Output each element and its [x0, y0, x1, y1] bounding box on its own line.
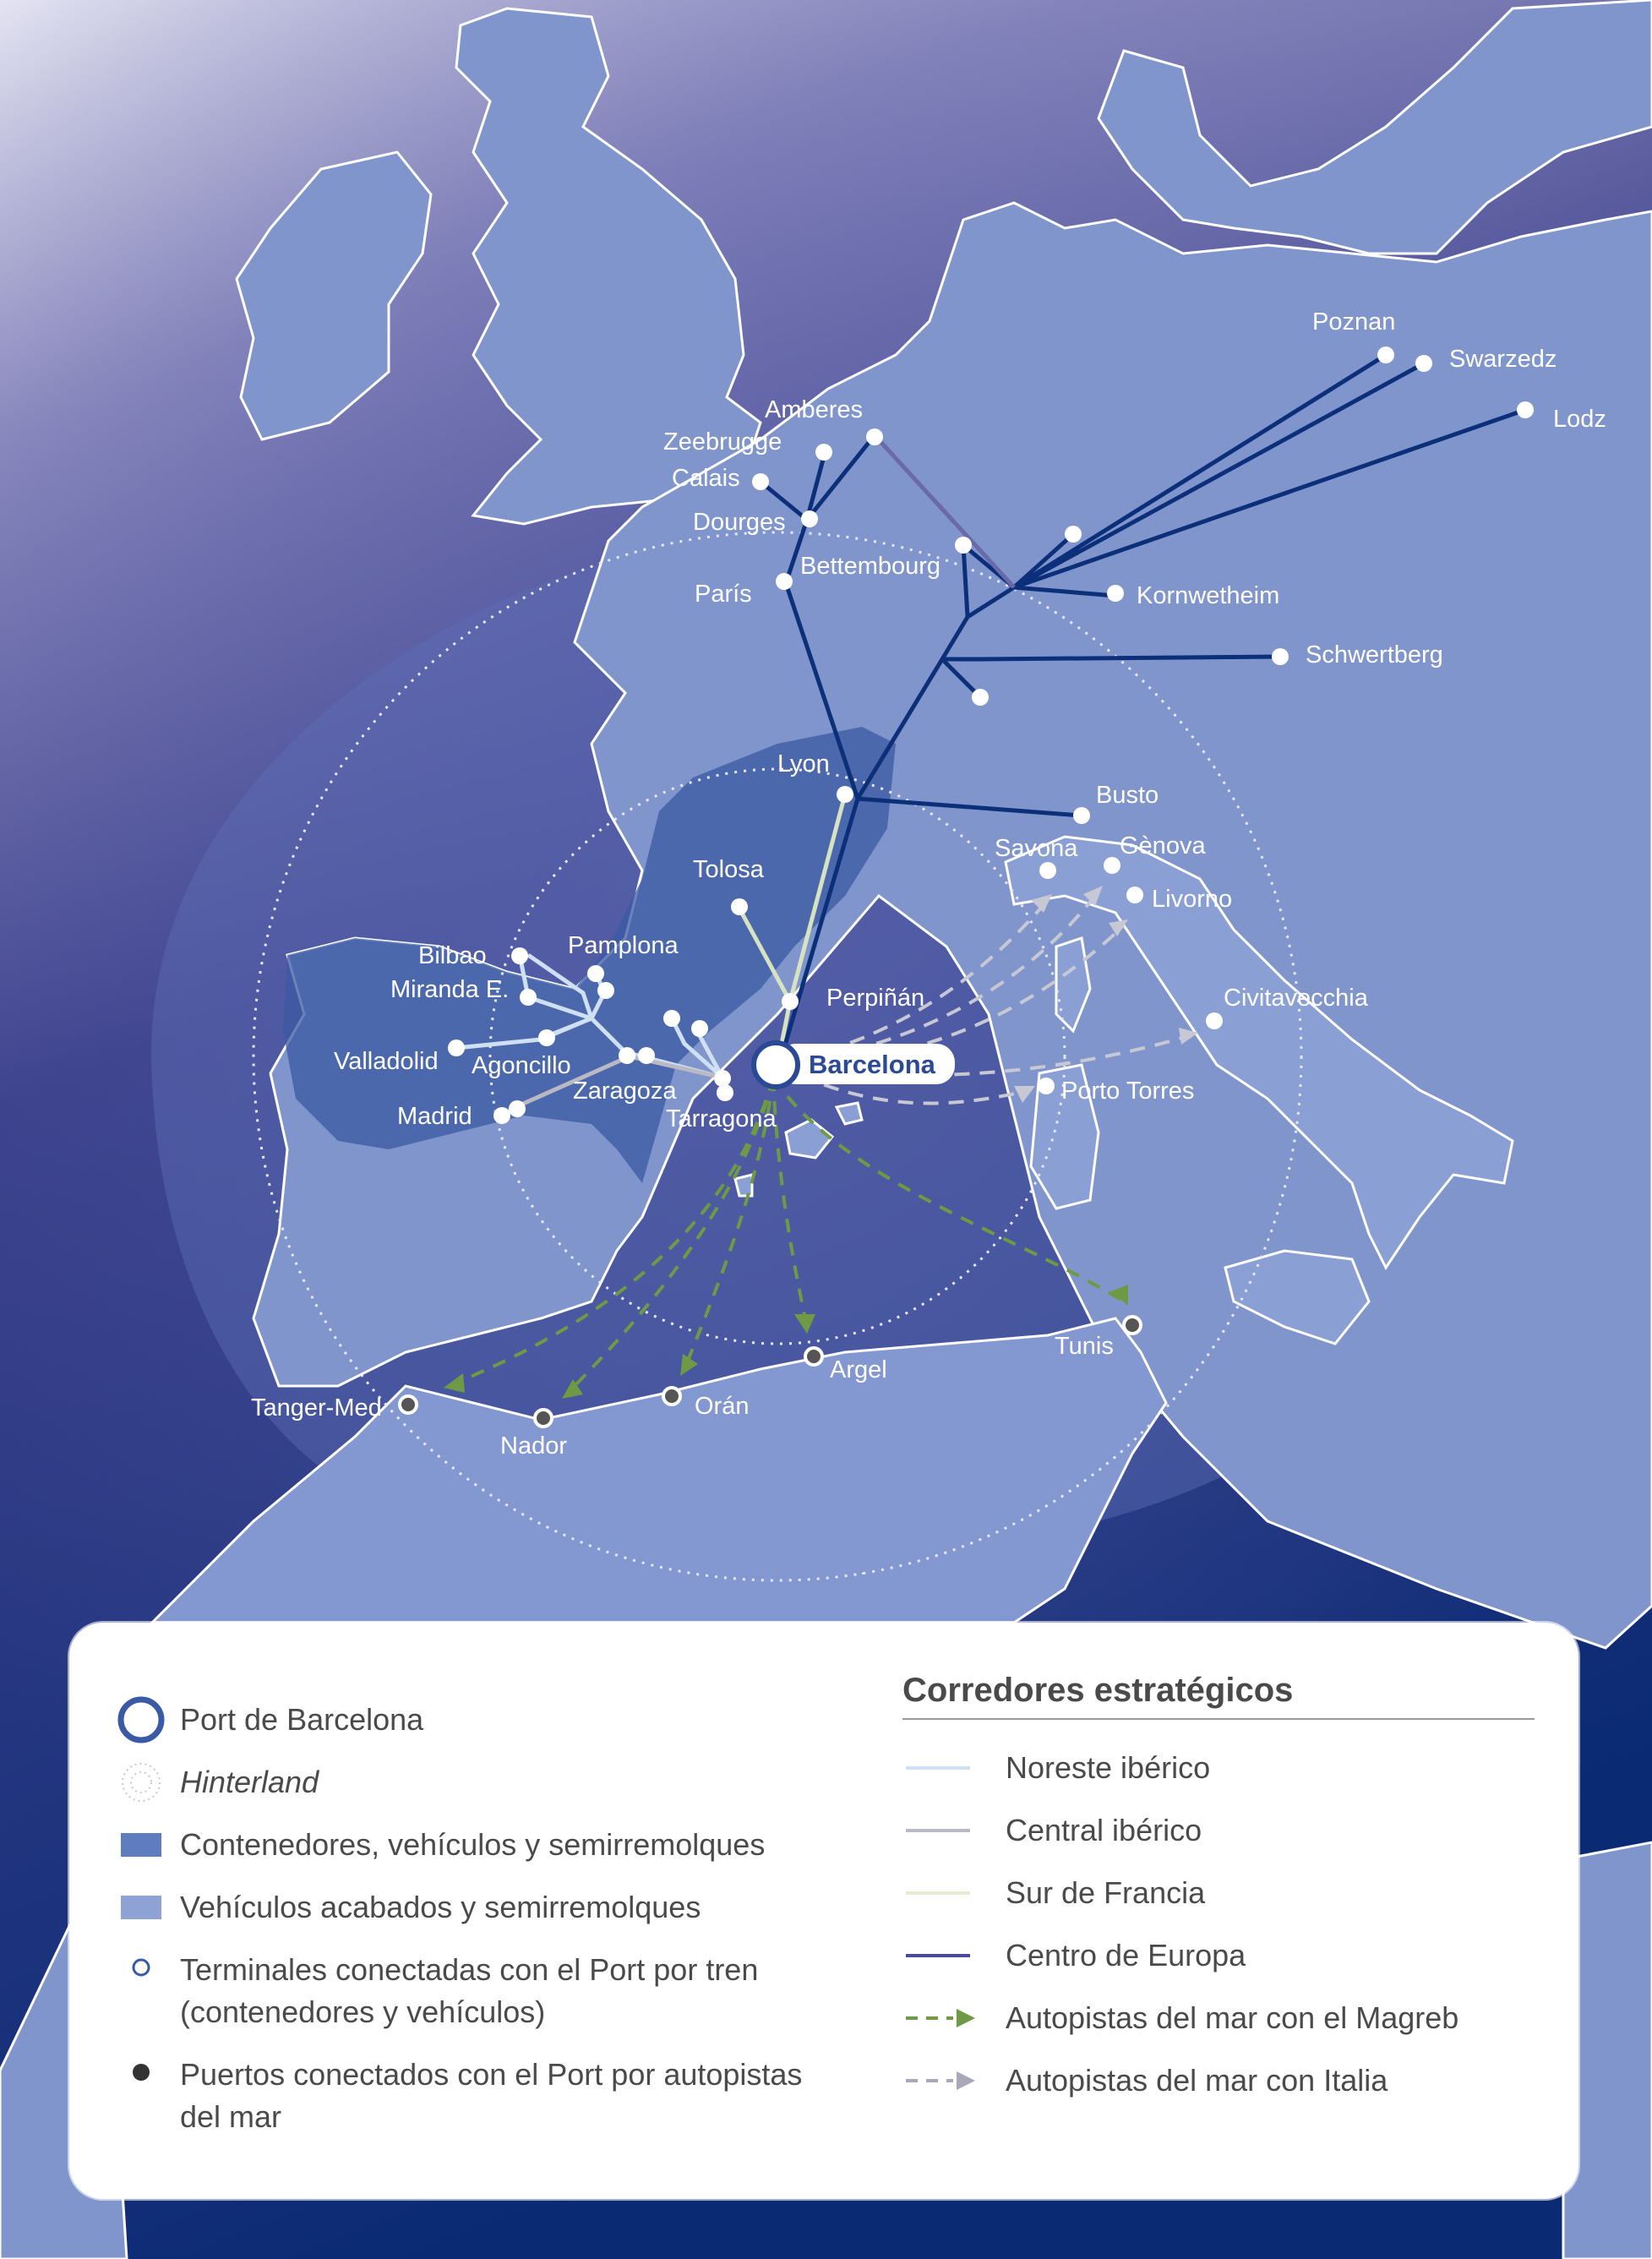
label-zeebrugge: Zeebrugge: [663, 428, 782, 456]
corridor-label-noreste: Noreste ibérico: [1006, 1750, 1211, 1785]
label-pamplona: Pamplona: [568, 932, 679, 959]
label-madrid: Madrid: [397, 1103, 472, 1130]
label-savona: Savona: [995, 835, 1078, 862]
rail-terminal-icon: [116, 1949, 166, 1986]
corridor-item-centro-europa: [902, 1924, 1535, 1987]
corridor-item-noreste: [902, 1737, 1535, 1799]
corridor-item-magreb: [902, 1987, 1535, 2049]
label-barcelona: Barcelona: [809, 1050, 935, 1079]
legend-item-sea-ports: [116, 2043, 859, 2148]
legend-symbols: [116, 1689, 859, 2148]
label-oran: Orán: [695, 1393, 750, 1420]
legend-label-hinterland: Hinterland: [180, 1765, 319, 1799]
label-swarzedz: Swarzedz: [1449, 346, 1557, 373]
legend-item-port: [116, 1689, 859, 1751]
legend-corridors: [902, 1672, 1535, 2112]
label-tunis: Tunis: [1055, 1333, 1114, 1360]
label-kornwetheim: Kornwetheim: [1137, 582, 1280, 609]
label-valladolid: Valladolid: [334, 1048, 439, 1075]
corridor-item-central: [902, 1799, 1535, 1862]
legend-item-hinterland: [116, 1751, 859, 1814]
label-dourges: Dourges: [693, 509, 786, 536]
label-bilbao: Bilbao: [418, 942, 487, 969]
corridor-label-central: Central ibérico: [1006, 1813, 1202, 1847]
label-agoncillo: Agoncillo: [472, 1052, 571, 1079]
line-sur-francia-icon: [906, 1889, 973, 1897]
label-tolosa: Tolosa: [693, 856, 764, 883]
label-zaragoza: Zaragoza: [573, 1078, 677, 1105]
hinterland-dotted-icon: [116, 1757, 166, 1808]
label-livorno: Livorno: [1152, 886, 1233, 913]
corridors-title: Corredores estratégicos: [902, 1672, 1535, 1720]
corridor-label-sur-francia: Sur de Francia: [1006, 1875, 1206, 1910]
port-ring-icon: [116, 1694, 166, 1745]
label-calais: Calais: [672, 465, 740, 492]
line-noreste-icon: [906, 1764, 973, 1772]
legend-label-rail-terminals: Terminales conectadas con el Port por tren (contenedores y vehículos): [180, 1952, 759, 2029]
label-civitavecchia: Civitavecchia: [1224, 985, 1368, 1012]
label-lyon: Lyon: [777, 750, 830, 778]
legend-label-sea-ports: Puertos conectados con el Port por autopistas del mar: [180, 2057, 803, 2134]
label-lodz: Lodz: [1553, 406, 1606, 433]
corridor-label-magreb: Autopistas del mar con el Magreb: [1006, 2000, 1459, 2035]
label-argel: Argel: [830, 1356, 887, 1383]
sea-port-icon: [116, 2054, 166, 2091]
label-genova: Gènova: [1120, 832, 1206, 859]
label-porto-torres: Porto Torres: [1061, 1078, 1195, 1105]
legend-label-containers: Contenedores, vehículos y semirremolques: [180, 1827, 766, 1862]
corridor-label-italia: Autopistas del mar con Italia: [1006, 2063, 1388, 2098]
line-central-icon: [906, 1826, 973, 1835]
label-nador: Nador: [500, 1432, 567, 1460]
label-bettembourg: Bettembourg: [800, 553, 941, 580]
label-tanger: Tanger-Med: [251, 1394, 382, 1421]
label-miranda: Miranda E.: [390, 976, 510, 1003]
label-busto: Busto: [1096, 782, 1159, 809]
arrow-italia-icon: [906, 2068, 982, 2093]
containers-swatch-icon: [121, 1833, 161, 1857]
corridor-label-centro-europa: Centro de Europa: [1006, 1938, 1246, 1973]
legend-item-rail-terminals: [116, 1939, 859, 2043]
legend-item-containers: [116, 1814, 859, 1876]
line-centro-europa-icon: [906, 1951, 973, 1960]
arrow-magreb-icon: [906, 2005, 982, 2031]
corridor-item-italia: [902, 2049, 1535, 2112]
legend-label-port: Port de Barcelona: [180, 1702, 424, 1737]
legend-item-vehicles: [116, 1876, 859, 1939]
legend-panel: [69, 1623, 1578, 2199]
label-paris: París: [695, 581, 752, 608]
label-amberes: Amberes: [765, 396, 864, 423]
label-poznan: Poznan: [1312, 308, 1396, 336]
label-schwertberg: Schwertberg: [1306, 641, 1443, 668]
corridor-item-sur-francia: [902, 1862, 1535, 1924]
vehicles-swatch-icon: [121, 1896, 161, 1919]
label-perpinan: Perpiñán: [826, 985, 925, 1012]
legend-label-vehicles: Vehículos acabados y semirremolques: [180, 1890, 701, 1924]
label-tarragona: Tarragona: [666, 1105, 777, 1132]
